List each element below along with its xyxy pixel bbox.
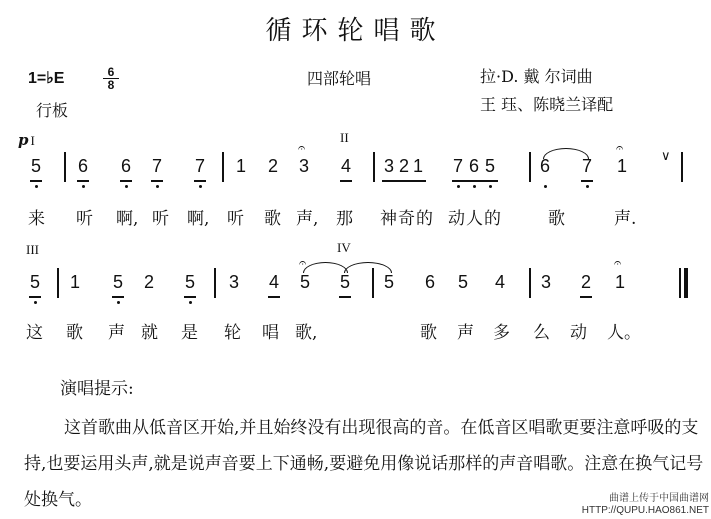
performance-form: 四部轮唱 bbox=[307, 69, 372, 88]
note: 7 bbox=[195, 156, 206, 176]
part-label-1: I bbox=[30, 133, 35, 148]
barline bbox=[214, 268, 216, 298]
watermark-line-1: 曲谱上传于中国曲谱网 bbox=[609, 493, 709, 504]
low-octave-dot bbox=[586, 185, 589, 188]
lyric-char: 么 bbox=[533, 323, 550, 343]
lyric-char: 人 bbox=[466, 209, 483, 229]
note: 6 bbox=[78, 156, 89, 176]
lyric-char: 歌, bbox=[295, 323, 318, 343]
lyric-char: 多 bbox=[493, 323, 510, 343]
duration-underline bbox=[77, 180, 89, 182]
barline bbox=[222, 152, 224, 182]
lyric-char: 这 bbox=[26, 323, 43, 343]
lyric-char: 唱 bbox=[262, 323, 279, 343]
note: 5 bbox=[458, 272, 469, 292]
note: 7 bbox=[453, 156, 464, 176]
part-label-4: IV bbox=[337, 240, 351, 255]
note: 6 bbox=[425, 272, 436, 292]
low-octave-dot bbox=[189, 301, 192, 304]
lyric-char: 歌 bbox=[264, 209, 281, 229]
barline bbox=[529, 152, 531, 182]
note: 2 bbox=[581, 272, 592, 292]
note: 1 bbox=[70, 272, 81, 292]
barline bbox=[64, 152, 66, 182]
note: 3 bbox=[541, 272, 552, 292]
low-octave-dot bbox=[473, 185, 476, 188]
note: 3 bbox=[384, 156, 395, 176]
lyric-char: 歌 bbox=[66, 323, 83, 343]
meter-bottom: 8 bbox=[107, 78, 115, 92]
lyric-char: 听 bbox=[76, 209, 93, 229]
meter-top: 6 bbox=[103, 66, 119, 79]
note: 5 bbox=[113, 272, 124, 292]
key-signature: 1=♭E bbox=[28, 70, 65, 87]
note: 2 bbox=[399, 156, 410, 176]
low-octave-dot bbox=[156, 185, 159, 188]
duration-underline bbox=[339, 296, 351, 298]
note: 2 bbox=[268, 156, 279, 176]
duration-underline bbox=[194, 180, 206, 182]
note: 7 bbox=[152, 156, 163, 176]
duration-underline bbox=[30, 180, 42, 182]
lyric-char: 奇 bbox=[398, 209, 415, 229]
lyric-char: 声. bbox=[614, 209, 637, 229]
note: 7 bbox=[582, 156, 593, 176]
note: 4 bbox=[341, 156, 352, 176]
composer-credit: 拉·D. 戴 尔词曲 bbox=[480, 67, 593, 86]
lyric-char: 动 bbox=[448, 209, 465, 229]
lyric-char: 动 bbox=[570, 323, 587, 343]
note: 4 bbox=[269, 272, 280, 292]
low-octave-dot bbox=[35, 185, 38, 188]
lyric-char: 啊, bbox=[116, 209, 139, 229]
note: 6 bbox=[469, 156, 480, 176]
note: 5 bbox=[300, 272, 311, 292]
duration-underline bbox=[29, 296, 41, 298]
low-octave-dot bbox=[34, 301, 37, 304]
note: 5 bbox=[30, 272, 41, 292]
lyric-char: 声 bbox=[108, 323, 125, 343]
lyric-char: 听 bbox=[227, 209, 244, 229]
note: 5 bbox=[31, 156, 42, 176]
lyric-char: 声, bbox=[296, 209, 319, 229]
lyric-char: 歌 bbox=[548, 209, 565, 229]
song-title: 循环轮唱歌 bbox=[265, 16, 446, 46]
lyric-char: 是 bbox=[181, 323, 198, 343]
barline bbox=[57, 268, 59, 298]
lyric-char: 神 bbox=[380, 209, 397, 229]
final-barline-thick bbox=[684, 268, 688, 298]
part-label-2: II bbox=[340, 130, 349, 145]
tie-slur bbox=[303, 262, 348, 273]
lyric-char: 听 bbox=[152, 209, 169, 229]
note: 3 bbox=[229, 272, 240, 292]
note: 4 bbox=[495, 272, 506, 292]
note: 1 bbox=[413, 156, 424, 176]
lyric-char: 声 bbox=[457, 323, 474, 343]
tie-slur bbox=[543, 148, 589, 159]
barline bbox=[529, 268, 531, 298]
fermata-icon: 𝄐 bbox=[614, 256, 622, 271]
note: 6 bbox=[121, 156, 132, 176]
note: 3 bbox=[299, 156, 310, 176]
note: 1 bbox=[615, 272, 626, 292]
tips-heading: 演唱提示: bbox=[60, 379, 134, 399]
fermata-icon: 𝄐 bbox=[298, 141, 306, 156]
duration-underline bbox=[268, 296, 280, 298]
part-label-3: III bbox=[26, 242, 39, 257]
lyric-char: 人。 bbox=[607, 323, 641, 343]
low-octave-dot bbox=[117, 301, 120, 304]
duration-underline bbox=[580, 296, 592, 298]
tie-slur bbox=[344, 262, 392, 273]
note: 5 bbox=[384, 272, 395, 292]
note: 1 bbox=[236, 156, 247, 176]
duration-underline bbox=[581, 180, 593, 182]
time-signature bbox=[103, 66, 119, 91]
fermata-icon: 𝄐 bbox=[616, 141, 624, 156]
watermark-line-2: HTTP://QUPU.HAO861.NET bbox=[581, 505, 709, 516]
low-octave-dot bbox=[457, 185, 460, 188]
translator-credit: 王 珏、陈晓兰译配 bbox=[480, 95, 614, 114]
lyric-char: 来 bbox=[28, 209, 45, 229]
duration-underline bbox=[151, 180, 163, 182]
duration-underline bbox=[452, 180, 498, 182]
final-barline-thin bbox=[679, 268, 681, 298]
note: 2 bbox=[144, 272, 155, 292]
note: 5 bbox=[485, 156, 496, 176]
duration-underline bbox=[112, 296, 124, 298]
tips-paragraph: 这首歌曲从低音区开始,并且始终没有出现很高的音。在低音区唱歌更要注意呼吸的支持,也要运用头声,就是说声音要上下通畅,要避免用像说话那样的声音唱歌。注意在换气记号处换气。 bbox=[24, 418, 704, 510]
watermark bbox=[582, 493, 709, 517]
breath-mark-icon: ∨ bbox=[661, 149, 671, 164]
note: 5 bbox=[185, 272, 196, 292]
lyric-char: 的 bbox=[484, 209, 501, 229]
dynamic-marking: p I bbox=[18, 131, 35, 149]
lyric-char: 的 bbox=[416, 209, 433, 229]
duration-underline bbox=[184, 296, 196, 298]
note: 6 bbox=[540, 156, 551, 176]
low-octave-dot bbox=[544, 185, 547, 188]
barline bbox=[373, 152, 375, 182]
fermata-icon: 𝄐 bbox=[299, 256, 307, 271]
lyric-char: 就 bbox=[141, 323, 158, 343]
note: 5 bbox=[340, 272, 351, 292]
low-octave-dot bbox=[489, 185, 492, 188]
duration-underline bbox=[120, 180, 132, 182]
note: 1 bbox=[617, 156, 628, 176]
lyric-char: 那 bbox=[336, 209, 353, 229]
tempo-marking: 行板 bbox=[36, 101, 69, 120]
lyric-char: 歌 bbox=[420, 323, 437, 343]
low-octave-dot bbox=[125, 185, 128, 188]
duration-underline bbox=[340, 180, 352, 182]
lyric-char: 啊, bbox=[187, 209, 210, 229]
low-octave-dot bbox=[199, 185, 202, 188]
lyric-char: 轮 bbox=[224, 323, 241, 343]
low-octave-dot bbox=[82, 185, 85, 188]
duration-underline bbox=[382, 180, 426, 182]
barline bbox=[681, 152, 683, 182]
